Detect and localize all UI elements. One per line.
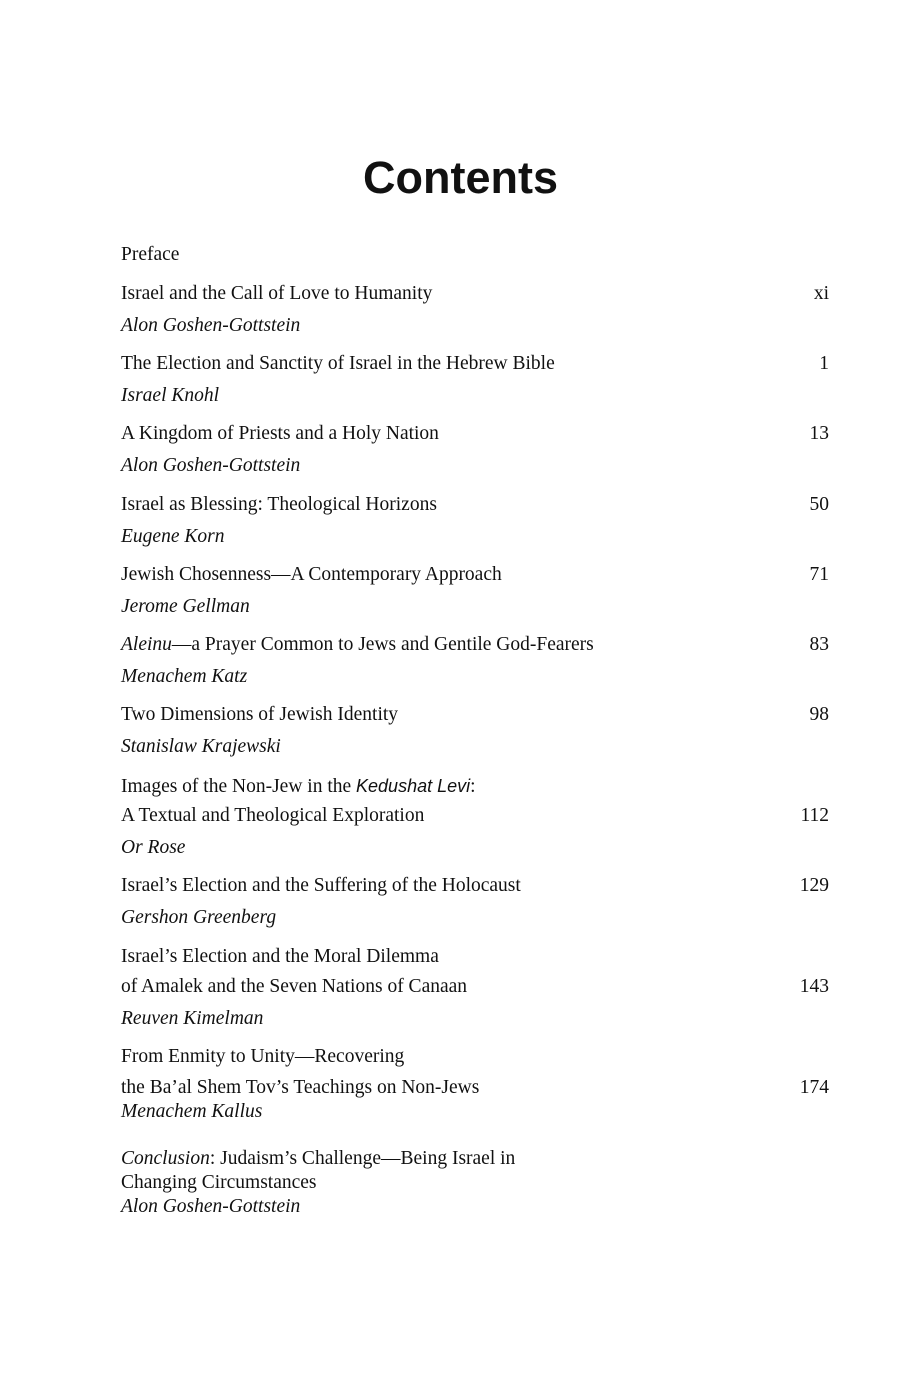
entry-author: Eugene Korn <box>121 526 225 547</box>
entry-page: 1 <box>819 353 829 374</box>
entry-author: Or Rose <box>121 837 186 858</box>
toc-entry <box>121 1044 829 1070</box>
entry-title: A Kingdom of Priests and a Holy Nation <box>121 423 439 444</box>
toc-entry-line2 <box>121 803 829 829</box>
toc-entry <box>121 281 829 307</box>
entry-page: 71 <box>809 564 829 585</box>
toc-entry <box>121 873 829 899</box>
toc-entry-line2 <box>121 1170 829 1196</box>
toc-entry <box>121 944 829 970</box>
toc-entry <box>121 492 829 518</box>
entry-title-line2: of Amalek and the Seven Nations of Canaan <box>121 976 468 997</box>
entry-title-line1: Conclusion: Judaism’s Challenge—Being Israel in <box>121 1148 516 1169</box>
entry-author: Gershon Greenberg <box>121 907 277 928</box>
entry-title-italic: Conclusion <box>121 1148 210 1169</box>
entry-page: 98 <box>809 704 829 725</box>
entry-title-line2: Changing Circumstances <box>121 1172 317 1193</box>
entry-author: Reuven Kimelman <box>121 1008 264 1029</box>
entry-author: Israel Knohl <box>121 385 220 406</box>
entry-title: The Election and Sanctity of Israel in the Hebrew Bible <box>121 353 555 374</box>
entry-author: Menachem Kallus <box>121 1101 263 1122</box>
entry-title-line1: Images of the Non-Jew in the Kedushat Levi: <box>121 776 476 797</box>
entry-page: 83 <box>809 634 829 655</box>
entry-page: 143 <box>799 976 829 997</box>
entry-title <box>121 632 594 658</box>
entry-title-line1: Israel’s Election and the Moral Dilemma <box>121 946 439 967</box>
entry-author: Alon Goshen-Gottstein <box>121 315 301 336</box>
entry-title: Jewish Chosenness—A Contemporary Approach <box>121 564 502 585</box>
entry-title-rest: —a Prayer Common to Jews and Gentile God-Fearers <box>171 634 594 655</box>
toc-preface <box>121 242 829 268</box>
entry-title: Israel’s Election and the Suffering of the Holocaust <box>121 875 521 896</box>
toc-entry <box>121 773 829 799</box>
entry-author: Alon Goshen-Gottstein <box>121 455 301 476</box>
entry-page: 13 <box>809 423 829 444</box>
toc-entry <box>121 351 829 377</box>
entry-author: Menachem Katz <box>121 666 248 687</box>
entry-author: Stanislaw Krajewski <box>121 736 281 757</box>
entry-page: 112 <box>800 805 829 826</box>
entry-title: Israel and the Call of Love to Humanity <box>121 283 433 304</box>
entry-title-line2: A Textual and Theological Exploration <box>121 805 425 826</box>
entry-title-line1: From Enmity to Unity—Recovering <box>121 1046 405 1067</box>
page-title: Contents <box>363 152 558 203</box>
entry-page: 129 <box>799 875 829 896</box>
entry-title: Israel as Blessing: Theological Horizons <box>121 494 437 515</box>
toc-entry-line2 <box>121 974 829 1000</box>
entry-author: Alon Goshen-Gottstein <box>121 1196 301 1217</box>
entry-title-italic: Kedushat Levi <box>356 776 471 796</box>
preface-label: Preface <box>121 244 180 265</box>
entry-title-italic: Aleinu <box>121 634 172 655</box>
toc-entry-line2 <box>121 1075 829 1101</box>
toc-entry <box>121 421 829 447</box>
toc-entry <box>121 562 829 588</box>
toc-entry <box>121 632 829 658</box>
toc-entry <box>121 1146 829 1172</box>
entry-page: xi <box>813 283 829 304</box>
entry-title-line2: the Ba’al Shem Tov’s Teachings on Non-Jews <box>121 1077 480 1098</box>
entry-page: 50 <box>809 494 829 515</box>
entry-author: Jerome Gellman <box>121 596 250 617</box>
toc-entry <box>121 702 829 728</box>
entry-title: Two Dimensions of Jewish Identity <box>121 704 399 725</box>
entry-page: 174 <box>799 1077 829 1098</box>
